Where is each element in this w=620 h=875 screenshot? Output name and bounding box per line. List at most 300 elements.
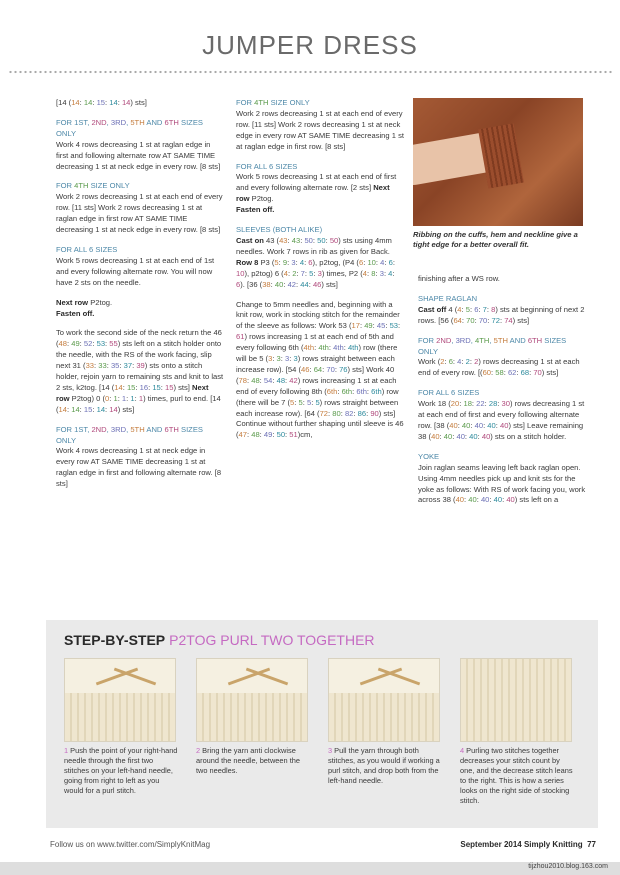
text-run: 53	[96, 339, 106, 349]
text-run: 51	[289, 430, 298, 440]
text-run: :	[92, 98, 97, 107]
text-run: 70	[478, 315, 488, 325]
text-run: ) sts at beginning of next 2 rows. [56 (	[418, 304, 585, 325]
text-run: :	[313, 268, 318, 278]
text-run: 48	[251, 430, 260, 440]
text-run: 4	[362, 268, 367, 278]
text-run: ) sts on a stitch holder.	[490, 431, 567, 441]
text-run: :	[461, 315, 467, 325]
text-run: :	[308, 279, 313, 289]
text-run: 5	[306, 397, 312, 407]
text-run: :	[444, 357, 449, 367]
dotted-divider	[8, 70, 612, 74]
text-run: :	[325, 235, 330, 245]
text-run: :	[372, 321, 377, 331]
text-run: 62	[507, 368, 517, 378]
text-run: ) sts] Continue without further shaping until sleeve is 46 (	[236, 408, 404, 440]
text-run: 40	[474, 420, 484, 430]
column-1	[56, 98, 224, 499]
text-run: :	[491, 368, 496, 378]
text-run: :	[383, 268, 389, 278]
text-run: 61	[236, 332, 245, 342]
text-run: ,	[106, 424, 111, 434]
text-run: 60	[482, 368, 492, 378]
text-run: :	[117, 98, 122, 107]
text-run: ) sts left on a stitch holder onto the needle, with the RS of the work facing, slip next 31 (	[56, 339, 222, 371]
text-run: 55	[109, 339, 118, 349]
paragraph	[418, 357, 586, 379]
text-run: :	[359, 321, 365, 331]
text-run: Work (	[418, 357, 441, 367]
text-run: ) sts]	[173, 382, 193, 392]
text-run: SHAPE RAGLAN	[418, 293, 478, 303]
text-run: 40	[499, 420, 509, 430]
step-by-step-title: STEP-BY-STEP P2TOG PURL TWO TOGETHER	[64, 632, 375, 648]
column-3	[418, 274, 586, 515]
text-run: :	[304, 257, 309, 267]
text-run: 17	[351, 321, 360, 331]
text-run: :	[283, 279, 288, 289]
text-run: ,	[451, 335, 456, 345]
photo-caption: Ribbing on the cuffs, hem and neckline give a tight edge for a better overall fit.	[413, 230, 578, 249]
text-run: 54	[263, 375, 273, 385]
text-run: [14 (	[56, 98, 72, 107]
text-run: 33	[98, 361, 107, 371]
text-run: 3	[379, 268, 384, 278]
step-3-text: 3 Pull the yarn through both stitches, as you would if working a purl stitch, and drop both from the left-hand needle.	[328, 746, 440, 785]
text-run: ) row (there will be 5 (	[236, 343, 398, 364]
text-run: 9	[282, 257, 288, 267]
jumper-photo	[413, 98, 583, 226]
text-run: 40	[274, 279, 284, 289]
text-run: ) sts onto a stitch holder, rejoin yarn to remaining sts and knit to last 2 sts, k2tog. [14 (	[56, 361, 224, 392]
text-run: 6th	[341, 386, 353, 396]
text-run: 78	[238, 375, 247, 385]
text-run: :	[135, 382, 140, 392]
text-run: FOR 1ST,	[56, 424, 92, 434]
text-run: :	[105, 339, 110, 349]
text-run: 40	[443, 431, 453, 441]
paragraph	[56, 446, 224, 490]
text-run: :	[134, 393, 139, 403]
text-run: :	[363, 257, 368, 267]
text-run: 40	[481, 431, 491, 441]
text-run: 43	[291, 235, 301, 245]
step-1-text: 1 Push the point of your right-hand needle through the first two stitches on your left-hand needle, going from right to left as you would for a purl stitch.	[64, 746, 178, 795]
text-run: SIZE ONLY	[268, 98, 310, 107]
text-run: 45	[376, 321, 386, 331]
text-run: ) sts]	[512, 315, 530, 325]
text-run: :	[328, 408, 333, 418]
text-run: 0	[104, 393, 110, 403]
text-run: 6TH	[527, 335, 543, 345]
step-1-photo	[64, 658, 176, 742]
text-run: Fasten off.	[236, 205, 275, 215]
text-run: :	[94, 361, 99, 371]
text-run: 70	[326, 364, 335, 374]
text-run: 70	[533, 368, 542, 378]
text-run: 72	[491, 315, 500, 325]
text-run: 6	[358, 257, 364, 267]
text-run: 4	[388, 268, 393, 278]
text-run: P2tog) 0 (	[69, 393, 105, 403]
text-run: :	[469, 304, 475, 314]
text-run: :	[452, 357, 458, 367]
text-run: ). [36 (	[240, 279, 263, 289]
paragraph	[418, 274, 586, 285]
text-run: :	[340, 408, 345, 418]
text-run: :	[334, 364, 340, 374]
text-run: :	[478, 304, 483, 314]
text-run: 42	[287, 279, 297, 289]
section-heading	[236, 98, 404, 109]
section-heading	[418, 336, 586, 358]
text-run: 49	[364, 321, 373, 331]
text-run: 4 (	[446, 304, 458, 314]
text-run: 4th	[318, 343, 329, 353]
text-run: 46	[312, 279, 322, 289]
text-run: :	[287, 268, 293, 278]
text-run: 14	[83, 98, 93, 107]
text-run: 5	[290, 397, 295, 407]
text-run: 43 (	[263, 235, 280, 245]
text-run: :	[343, 343, 348, 353]
text-run: 40	[455, 495, 465, 505]
text-run: 6th	[371, 386, 382, 396]
text-run: 3	[276, 354, 281, 364]
text-run: 10	[367, 257, 376, 267]
text-run: 6	[474, 304, 479, 314]
text-run: :	[477, 431, 482, 441]
text-run: 3	[317, 268, 322, 278]
text-run: :	[309, 364, 314, 374]
text-run: :	[457, 420, 462, 430]
text-run: To work the second side of the neck return the 46 (	[56, 328, 222, 349]
text-run: 3	[268, 354, 273, 364]
text-run: Next row	[56, 297, 89, 307]
text-run: ) sts]	[321, 279, 338, 289]
section-heading	[236, 225, 404, 236]
text-run: :	[337, 386, 342, 396]
text-run: AND	[144, 424, 165, 434]
text-run: FOR 1ST,	[56, 117, 92, 127]
step-3-photo	[328, 658, 440, 742]
text-run: 1	[138, 393, 144, 403]
text-run: :	[392, 257, 395, 267]
text-run: 14	[109, 98, 118, 107]
text-run: 18	[463, 399, 472, 409]
text-run: 6	[388, 257, 393, 267]
text-run: Work 18 (	[418, 399, 451, 409]
text-run: ,	[106, 117, 111, 127]
text-run: 16	[139, 382, 149, 392]
text-run: :	[66, 339, 72, 349]
text-run: Row 8	[236, 257, 259, 267]
text-run: :	[79, 404, 84, 414]
paragraph	[56, 309, 224, 320]
text-run: 58	[495, 368, 504, 378]
text-run: :	[461, 304, 466, 314]
footer-page: September 2014 Simply Knitting 77	[460, 840, 596, 849]
section-heading	[418, 388, 586, 399]
text-run: :	[484, 399, 489, 409]
text-run: 44	[300, 279, 309, 289]
text-run: :	[296, 268, 301, 278]
text-run: 76	[339, 364, 348, 374]
text-run: Next row	[56, 382, 209, 403]
text-run: 6	[236, 279, 241, 289]
text-run: FOR	[418, 335, 437, 345]
text-run: :	[483, 420, 488, 430]
text-run: 68	[520, 368, 530, 378]
text-run: ) sts left on a	[514, 495, 559, 505]
text-run: 43	[279, 235, 288, 245]
text-run: :	[502, 495, 507, 505]
text-run: 3	[285, 354, 290, 364]
text-run: 4TH	[475, 335, 490, 345]
text-run: :	[272, 375, 277, 385]
text-run: 2	[292, 268, 297, 278]
text-run: :	[314, 343, 319, 353]
text-run: 3	[293, 354, 298, 364]
text-run: Cast on	[236, 235, 264, 245]
paragraph	[418, 305, 586, 327]
text-run: SIZE ONLY	[88, 181, 130, 191]
text-run: Work 2 rows decreasing 1 st at each end of every row. [11 sts] Work 2 rows decreasing 1 st at raglan edge in first row AT SAME TIME decreasing 1 st at neck edge in every row. [8 sts]	[56, 192, 223, 235]
text-run: 48	[276, 375, 286, 385]
text-run: ) rows increasing 1 st at each end of every following 8th (	[236, 375, 397, 396]
text-run: 15	[126, 382, 136, 392]
text-run: 7	[300, 268, 305, 278]
text-run: 14	[71, 98, 80, 107]
text-run: :	[328, 343, 334, 353]
text-run: Fasten off.	[56, 308, 95, 318]
text-run: :	[259, 375, 264, 385]
text-run: :	[106, 361, 111, 371]
text-run: 82	[344, 408, 354, 418]
text-run: 4th	[303, 343, 315, 353]
text-run: 48	[251, 375, 260, 385]
text-run: P3 (	[258, 257, 275, 267]
text-run: 2ND	[436, 335, 452, 345]
text-run: Work 5 rows decreasing 1 st at each end of 1st and every following alternate row. You will now have 2 sts on the needle.	[56, 255, 215, 287]
text-run: SIZES ONLY	[56, 117, 203, 138]
text-run: AND	[144, 117, 165, 127]
watermark-strip: tijzhou2010.blog.163.com	[0, 862, 620, 875]
text-run: 64	[313, 364, 323, 374]
text-run: 40	[456, 431, 465, 441]
text-run: 40	[480, 495, 490, 505]
text-run: :	[459, 399, 464, 409]
step-2-photo	[196, 658, 308, 742]
text-run: SIZES ONLY	[56, 424, 203, 445]
text-run: 1	[130, 393, 135, 403]
text-run: 22	[476, 399, 485, 409]
text-run: :	[285, 430, 290, 440]
text-run: ) row (there will be 7 (	[236, 386, 399, 407]
text-run: 5	[315, 397, 320, 407]
text-run: :	[272, 354, 277, 364]
text-run: :	[294, 397, 299, 407]
text-run: :	[278, 257, 283, 267]
text-run: :	[474, 315, 479, 325]
text-run: :	[109, 393, 114, 403]
text-run: )cm,	[297, 430, 313, 440]
text-run: :	[385, 321, 390, 331]
text-run: Join raglan seams leaving left back raglan open. Using 4mm needles pick up and knit sts for the yoke as follows: With RS of work facing you, work across 38 (	[418, 462, 586, 505]
text-run: Work 4 rows decreasing 1 st at raglan edge in first and following alternate row AT SAME TIME decreasing 1 st at neck edge in every row. [8 sts]	[56, 139, 221, 171]
text-run: 4TH	[74, 181, 89, 191]
text-run: :	[375, 257, 381, 267]
section-heading	[56, 181, 224, 192]
paragraph	[56, 328, 224, 415]
text-run: 6th	[326, 386, 338, 396]
text-run: 40	[461, 420, 471, 430]
text-run: 35	[110, 361, 120, 371]
text-run: :	[122, 382, 127, 392]
text-run: :	[79, 339, 84, 349]
text-run: 70	[466, 315, 475, 325]
text-run: :	[272, 430, 277, 440]
text-run: :	[439, 431, 444, 441]
text-run: 3RD	[110, 424, 127, 434]
text-run: :	[312, 235, 318, 245]
text-run: 1	[121, 393, 127, 403]
text-run: 50	[304, 235, 313, 245]
text-run: 47	[238, 430, 247, 440]
text-run: 39	[136, 361, 145, 371]
text-run: :	[126, 393, 131, 403]
text-run: 3RD	[110, 117, 127, 127]
text-run: :	[302, 397, 307, 407]
text-run: :	[464, 495, 469, 505]
text-run: 4	[380, 257, 385, 267]
text-run: ) rows increasing 1 st at each end of 5th and every following 6th (	[236, 332, 394, 353]
text-run: ) sts using 4mm needles. Work 7 rows in rib as given for Back.	[236, 235, 392, 256]
text-run: P2tog.	[249, 194, 274, 204]
text-run: ) sts]	[541, 368, 559, 378]
text-run: SIZES ONLY	[418, 335, 567, 356]
text-run: ) sts]	[117, 404, 135, 414]
text-run: :	[529, 368, 534, 378]
text-run: 37	[123, 361, 133, 371]
text-run: 2ND	[91, 424, 107, 434]
footer-twitter[interactable]: Follow us on www.twitter.com/SimplyKnitMag	[50, 840, 211, 849]
text-run: :	[246, 430, 252, 440]
text-run: :	[300, 235, 305, 245]
text-run: 72	[319, 408, 329, 418]
page-title: JUMPER DRESS	[202, 30, 418, 60]
text-run: ) sts]	[130, 98, 147, 107]
text-run: 2ND	[91, 117, 107, 127]
text-run: 7	[482, 304, 487, 314]
text-run: 2	[474, 357, 479, 367]
text-run: :	[353, 408, 358, 418]
text-run: ,	[470, 335, 476, 345]
text-run: 40	[468, 495, 477, 505]
text-run: :	[304, 268, 310, 278]
text-run: 4	[457, 357, 462, 367]
text-run: AND	[507, 335, 528, 345]
text-run: 40	[469, 431, 478, 441]
section-heading	[56, 118, 224, 140]
text-run: 5TH	[130, 117, 145, 127]
text-run: :	[79, 98, 84, 107]
text-run: 5	[274, 257, 279, 267]
text-run: :	[471, 399, 477, 409]
column-2	[236, 98, 404, 450]
text-run: :	[495, 420, 500, 430]
paragraph	[418, 399, 586, 443]
text-run: 3	[291, 257, 296, 267]
text-run: :	[311, 397, 316, 407]
text-run: 64	[453, 315, 462, 325]
text-run: 4	[457, 304, 462, 314]
text-run: :	[117, 393, 122, 403]
text-run: :	[461, 357, 466, 367]
text-run: 15	[152, 382, 161, 392]
text-run: :	[487, 315, 492, 325]
section-heading	[56, 425, 224, 447]
text-run: :	[92, 339, 97, 349]
text-run: 30	[501, 399, 510, 409]
text-run: Work 4 rows decreasing 1 st at neck edge in every row AT SAME TIME decreasing 1 st at raglan edge in first and following alternate row. [8 sts]	[56, 446, 222, 489]
text-run: 42	[289, 375, 298, 385]
text-run: 8	[371, 268, 376, 278]
text-run: 15	[96, 98, 106, 107]
text-run: :	[160, 382, 165, 392]
text-run: 20	[450, 399, 460, 409]
text-run: YOKE	[418, 451, 440, 461]
paragraph	[56, 256, 224, 289]
text-run: 1	[113, 393, 118, 403]
text-run: 90	[370, 408, 379, 418]
text-run: :	[287, 257, 292, 267]
text-run: 48	[58, 339, 67, 349]
text-run: :	[499, 315, 505, 325]
text-run: 74	[504, 315, 513, 325]
text-run: 4th	[347, 343, 359, 353]
text-run: :	[398, 321, 401, 331]
text-run: 5	[298, 397, 303, 407]
text-run: 8	[491, 304, 496, 314]
text-run: 4	[283, 268, 288, 278]
text-run: :	[148, 382, 153, 392]
text-run: ) times, purl to end. [14 (	[56, 393, 221, 414]
text-run: :	[476, 495, 481, 505]
text-run: :	[287, 235, 292, 245]
paragraph	[236, 109, 404, 153]
text-run: 6	[308, 257, 313, 267]
text-run: 52	[83, 339, 93, 349]
text-run: finishing after a WS row.	[418, 274, 500, 283]
text-run: :	[352, 386, 357, 396]
text-run: 53	[389, 321, 399, 331]
text-run: :	[259, 430, 264, 440]
text-run: 49	[71, 339, 80, 349]
text-run: 4TH	[254, 98, 269, 107]
text-run: ) rows decreasing 1 st at each end of every row. [(	[418, 357, 580, 378]
text-run: :	[105, 404, 110, 414]
section-heading	[236, 162, 404, 173]
text-run: 40	[487, 420, 496, 430]
text-run: 40	[506, 495, 515, 505]
text-run: Next row	[236, 183, 390, 204]
section-heading	[56, 245, 224, 256]
text-run: 4th	[333, 343, 344, 353]
text-run: FOR	[56, 181, 75, 191]
text-run: ), p2tog, (P4 (	[312, 257, 359, 267]
